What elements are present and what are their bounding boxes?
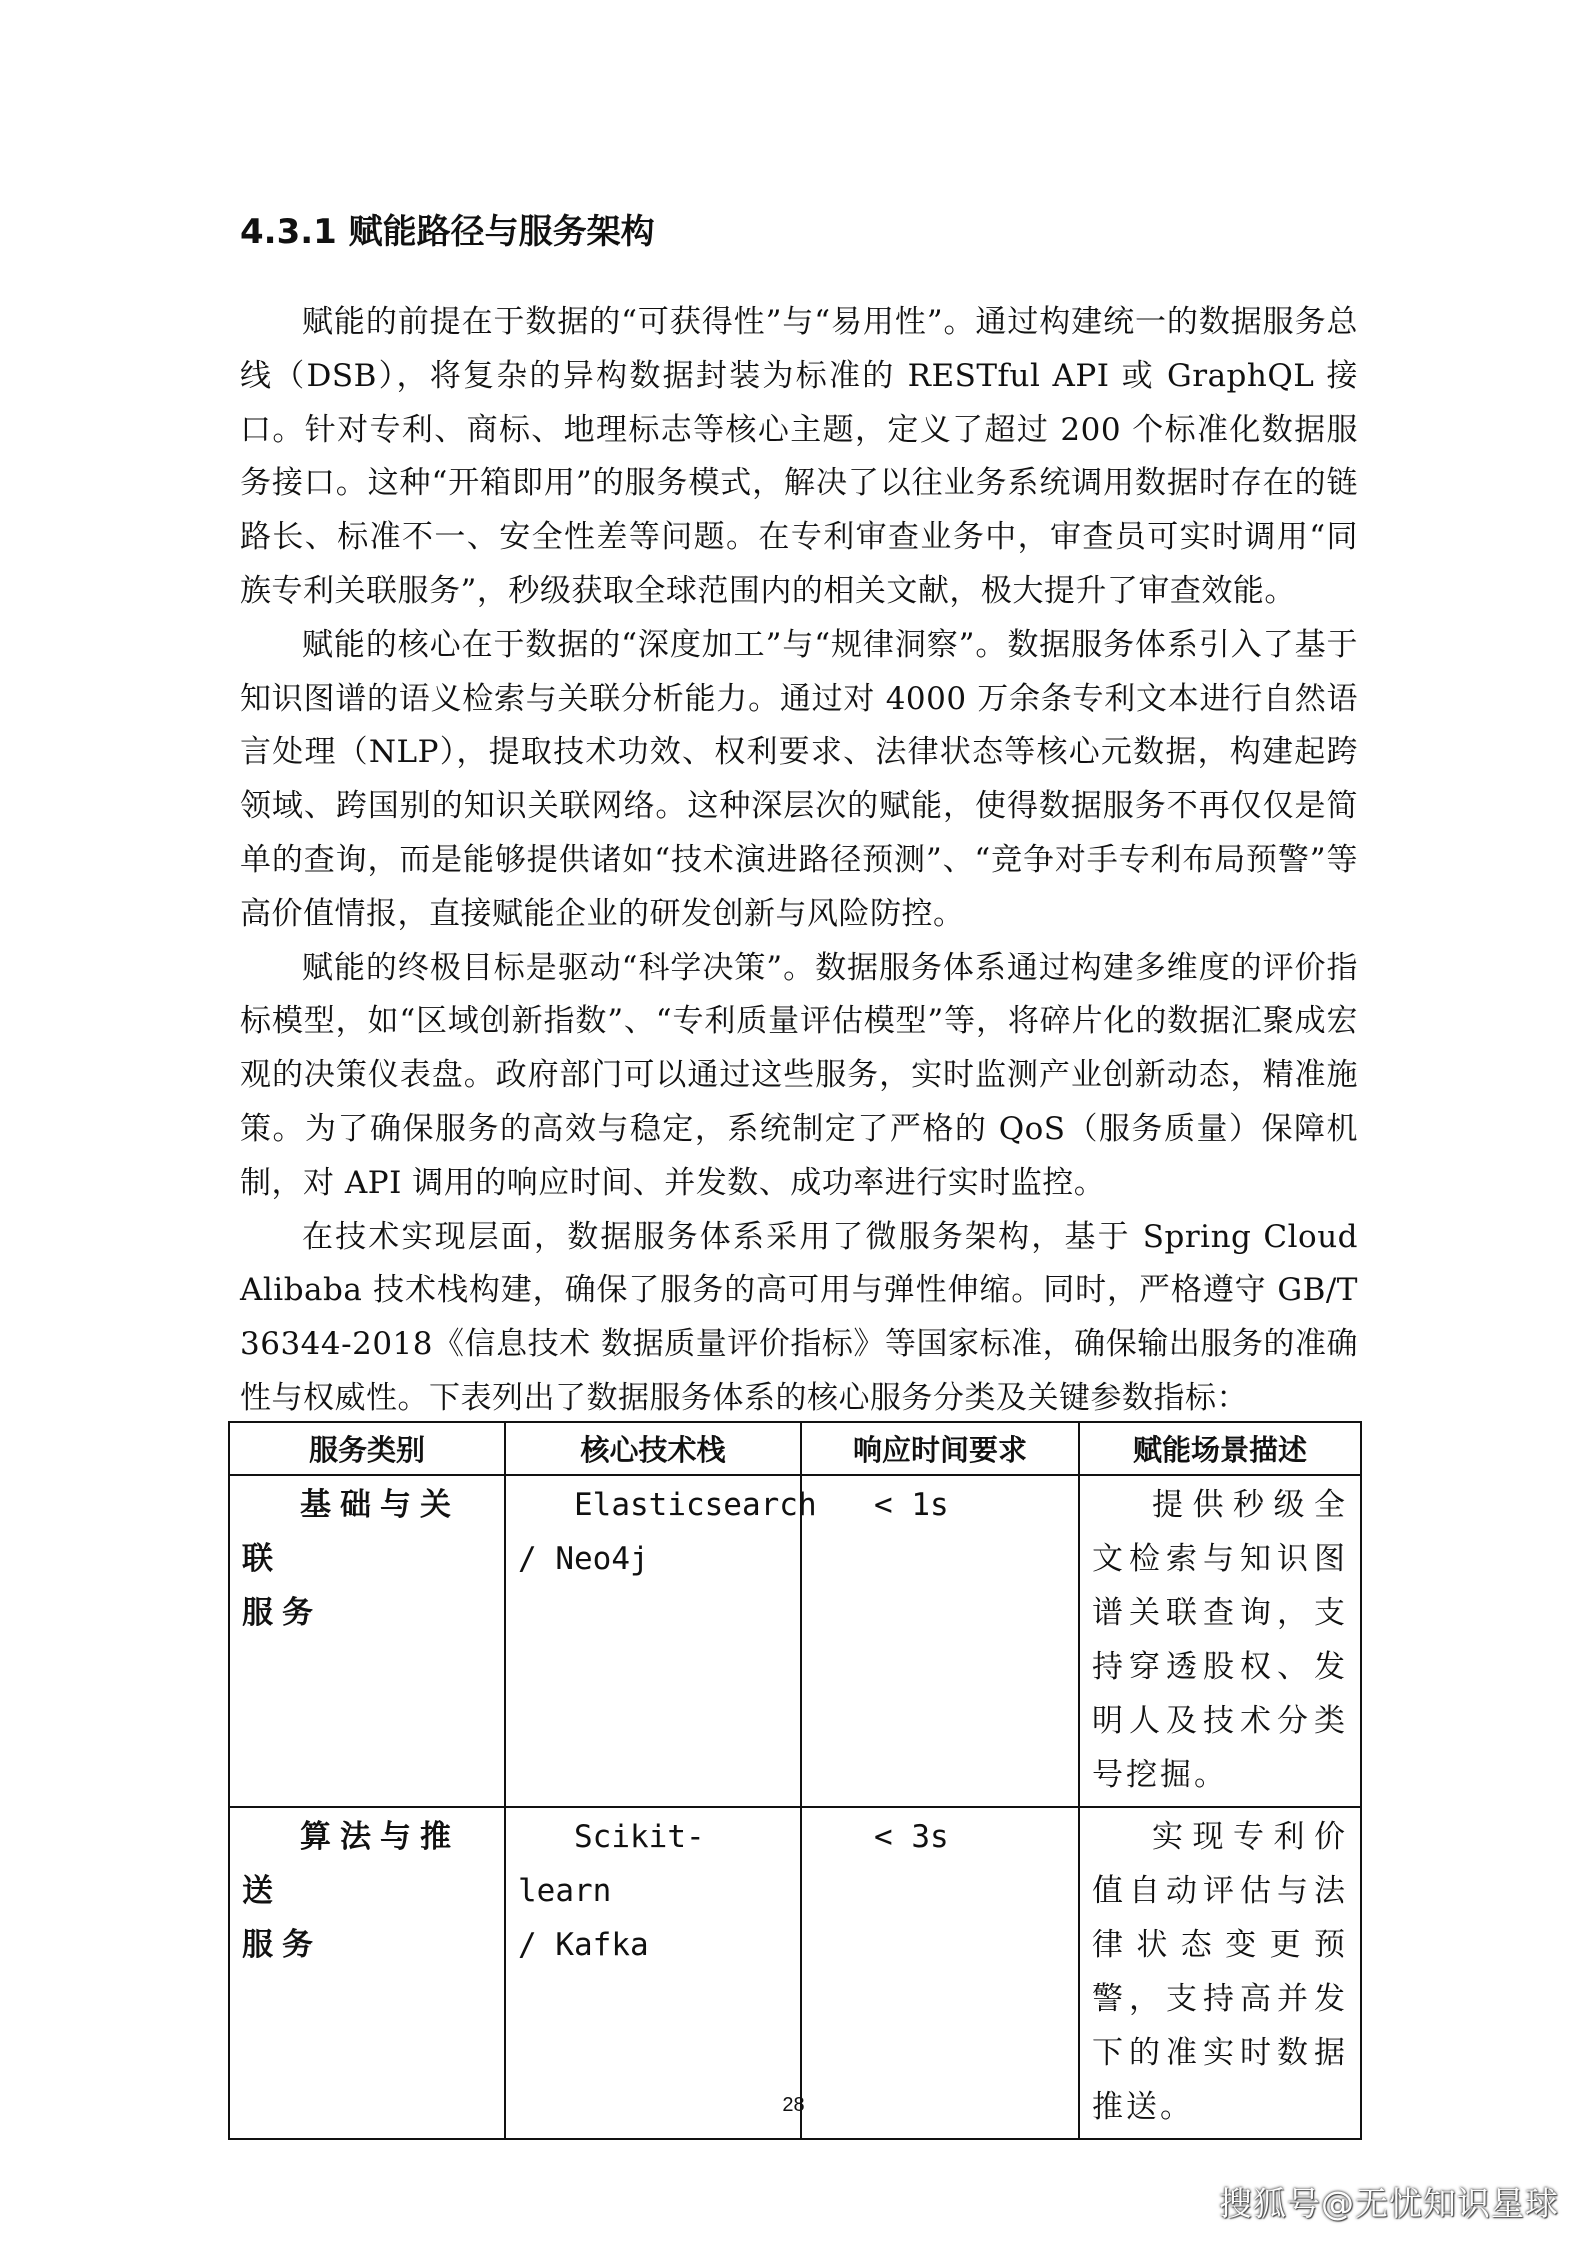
category-line: 基础与关联 — [242, 1487, 460, 1577]
category-line: 服务 — [242, 1595, 322, 1631]
header-scenario: 赋能场景描述 — [1079, 1422, 1361, 1475]
tech-line: Scikit-learn — [518, 1819, 705, 1909]
table-header-row — [229, 1422, 1361, 1475]
header-service-category: 服务类别 — [229, 1422, 505, 1475]
section-title: 4.3.1 赋能路径与服务架构 — [240, 212, 655, 252]
tech-line: / Neo4j — [518, 1541, 649, 1577]
tech-line: / Kafka — [518, 1927, 649, 1963]
table-row — [229, 1475, 1361, 1807]
paragraph-3: 赋能的终极目标是驱动“科学决策”。数据服务体系通过构建多维度的评价指标模型，如“区域创新指数”、“专利质量评估模型”等，将碎片化的数据汇聚成宏观的决策仪表盘。政府部门可以通过这些服务，实时监测产业创新动态，精准施策。为了确保服务的高效与稳定，系统制定了严格的 QoS（服务质量）保障机制，对 API 调用的响应时间、并发数、成功率进行实时监控。 — [240, 949, 1358, 1201]
table-row — [229, 1807, 1361, 2139]
category-line: 服务 — [242, 1927, 322, 1963]
header-response-time: 响应时间要求 — [801, 1422, 1079, 1475]
cell-category — [229, 1807, 505, 2139]
cell-response-time: < 3s — [801, 1807, 1079, 2139]
category-line: 算法与推送 — [242, 1819, 460, 1909]
service-table — [228, 1421, 1362, 2140]
service-table-container — [228, 1421, 1360, 2140]
watermark: 搜狐号@无忧知识星球 — [1219, 2184, 1559, 2223]
header-tech-stack: 核心技术栈 — [505, 1422, 801, 1475]
tech-line: Elasticsearch — [574, 1487, 817, 1523]
paragraph-2: 赋能的核心在于数据的“深度加工”与“规律洞察”。数据服务体系引入了基于知识图谱的语义检索与关联分析能力。通过对 4000 万余条专利文本进行自然语言处理（NLP），提取技术功效、权利要求、法律状态等核心元数据，构建起跨领域、跨国别的知识关联网络。这种深层次的赋能，使得数据服务不再仅仅是简单的查询，而是能够提供诸如“技术演进路径预测”、“竞争对手专利布局预警”等高价值情报，直接赋能企业的研发创新与风险防控。 — [240, 626, 1358, 932]
paragraph-4: 在技术实现层面，数据服务体系采用了微服务架构，基于 Spring Cloud Alibaba 技术栈构建，确保了服务的高可用与弹性伸缩。同时，严格遵守 GB/T 36344-2018《信息技术 数据质量评价指标》等国家标准，确保输出服务的准确性与权威性。下表列出了数据服务体系的核心服务分类及关键参数指标： — [240, 1218, 1358, 1416]
cell-response-time: < 1s — [801, 1475, 1079, 1807]
cell-tech-stack — [505, 1807, 801, 2139]
paragraph-1: 赋能的前提在于数据的“可获得性”与“易用性”。通过构建统一的数据服务总线（DSB），将复杂的异构数据封装为标准的 RESTful API 或 GraphQL 接口。针对专利、商标、地理标志等核心主题，定义了超过 200 个标准化数据服务接口。这种“开箱即用”的服务模式，解决了以往业务系统调用数据时存在的链路长、标准不一、安全性差等问题。在专利审查业务中，审查员可实时调用“同族专利关联服务”，秒级获取全球范围内的相关文献，极大提升了审查效能。 — [240, 304, 1358, 609]
cell-scenario: 提供秒级全文检索与知识图谱关联查询，支持穿透股权、发明人及技术分类号挖掘。 — [1079, 1475, 1361, 1807]
cell-category — [229, 1475, 505, 1807]
cell-scenario: 实现专利价值自动评估与法律状态变更预警，支持高并发下的准实时数据推送。 — [1079, 1807, 1361, 2139]
cell-tech-stack — [505, 1475, 817, 1807]
page-number: 28 — [782, 2094, 805, 2116]
body-text — [240, 296, 1358, 1426]
